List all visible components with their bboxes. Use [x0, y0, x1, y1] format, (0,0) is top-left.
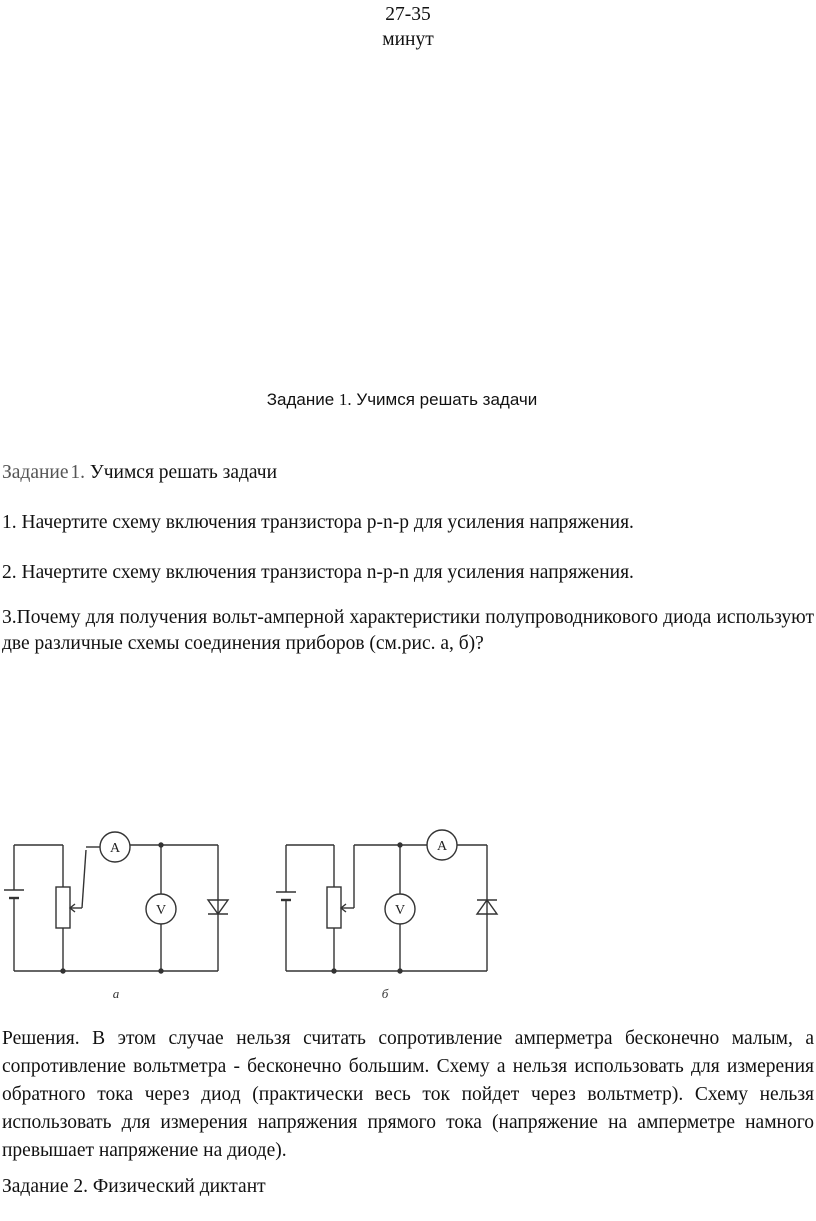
circuit-b	[276, 830, 497, 971]
time-unit: минут	[382, 29, 434, 50]
rheostat-a	[56, 887, 70, 928]
slide-title-prefix: Задание	[266, 390, 335, 409]
circuit-a-caption: а	[112, 986, 120, 1001]
task1-heading-text: Учимся решать задачи	[89, 462, 278, 483]
ammeter-a-label: A	[109, 841, 121, 856]
ammeter-b-label: A	[436, 839, 448, 854]
voltmeter-b-label: V	[394, 903, 406, 918]
solution-text: Решения. В этом случае нельзя считать сопротивление амперметра бесконечно малым, а сопротивление вольтметра - бесконечно большим. Схему а нельзя использовать для измерения обратного тока через диод (практически весь ток пойдет через вольтметр). Схему нельзя использовать для измерения напряжения прямого тока (напряжение на амперметре намного превышает напряжение на диоде).	[2, 1028, 814, 1161]
question-1: 1. Начертите схему включения транзистора p-n-p для усиления напряжения.	[2, 512, 634, 533]
task1-heading-prefix: Задание	[2, 462, 69, 483]
circuit-figure	[0, 820, 520, 1010]
voltmeter-a-label: V	[155, 903, 167, 918]
rheostat-b	[327, 887, 341, 928]
question-3: 3.Почему для получения вольт-амперной характеристики полупроводникового диода используют две различные схемы соединения приборов (см.рис. а, б)?	[2, 607, 814, 654]
task2-heading: Задание 2. Физический диктант	[2, 1176, 266, 1197]
question-2: 2. Начертите схему включения транзистора n-p-n для усиления напряжения.	[2, 562, 634, 583]
slide-title	[250, 388, 537, 412]
time-range: 27-35	[385, 4, 431, 25]
circuit-b-caption: б	[381, 986, 389, 1001]
slide-title-text: Учимся решать задачи	[356, 390, 538, 409]
slide-title-number: 1.	[338, 390, 352, 409]
task1-heading-number: 1.	[70, 462, 86, 483]
task1-heading	[2, 460, 277, 486]
